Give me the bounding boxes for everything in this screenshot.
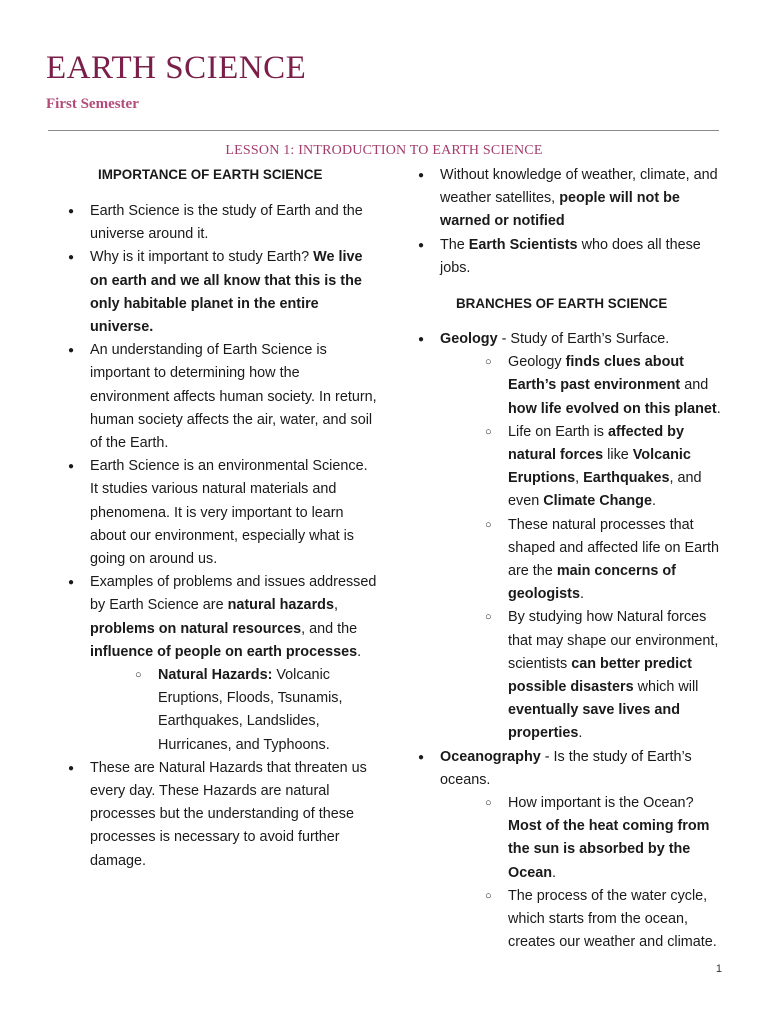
importance-list [68, 200, 378, 873]
sub-list-item [485, 351, 730, 421]
left-column [68, 165, 378, 873]
item-text: The process of the water cycle, which starts from the ocean, creates our weather and climate. [508, 887, 717, 951]
item-text: . [651, 493, 656, 510]
item-text: These are Natural Hazards that threaten us every day. These Hazards are natural processes but the understanding of these processes is necessary to avoid further damage. [90, 759, 367, 869]
item-text: - Study of Earth’s Surface. [497, 331, 670, 348]
circle-bullet-icon: ○ [485, 611, 492, 624]
item-bold-text: eventually save lives and properties [508, 702, 680, 742]
section-heading-branches: BRANCHES OF EARTH SCIENCE [456, 296, 668, 312]
item-text: Without knowledge of weather, climate, and weather satellites, [440, 167, 718, 207]
sub-list-item [485, 421, 730, 514]
circle-bullet-icon: ○ [485, 797, 492, 810]
sub-list [485, 792, 730, 954]
item-text: . [357, 643, 362, 660]
circle-bullet-icon: ○ [485, 356, 492, 369]
item-text: How important is the Ocean? [508, 795, 694, 812]
list-item [68, 757, 378, 873]
item-bold-text: how life evolved on this planet [508, 400, 717, 417]
item-text: which will [633, 679, 699, 696]
item-text: Examples of problems and issues addressed by Earth Science are [90, 574, 377, 614]
section-heading-importance: IMPORTANCE OF EARTH SCIENCE [98, 167, 323, 182]
item-bold-text: finds clues about Earth’s past environment [508, 354, 684, 394]
item-bold-text: Earthquakes [583, 470, 670, 487]
item-bold-text: people will not be warned or notified [440, 190, 680, 230]
item-text: Earth Science is an environmental Science. It studies various natural materials and phenomena. It is very important to learn about our environment, especially what is going on around us. [90, 458, 368, 568]
item-bold-text: Volcanic Eruptions [508, 447, 691, 487]
document-title: EARTH SCIENCE [46, 50, 307, 86]
item-bold-text: Natural Hazards: [158, 667, 273, 684]
item-text: An understanding of Earth Science is important to determining how the environment affects human society. In return, human society affects the air, water, and soil of the Earth. [90, 342, 377, 452]
list-item-oceanography [418, 746, 730, 955]
sub-list-item [135, 664, 378, 757]
item-text: Geology [508, 354, 566, 371]
bullet-icon: ● [68, 762, 75, 774]
bullet-icon: ● [68, 345, 75, 357]
circle-bullet-icon: ○ [135, 669, 142, 682]
item-text: . [552, 864, 556, 881]
bullet-icon: ● [68, 577, 75, 589]
item-text: . [578, 725, 583, 742]
continued-list [418, 164, 730, 280]
sub-list-item [485, 606, 730, 745]
right-column [418, 164, 730, 955]
item-text: , [575, 470, 584, 487]
page-number: 1 [715, 963, 722, 975]
item-bold-text: Earth Scientists [468, 236, 578, 253]
item-text: like [603, 447, 633, 464]
bullet-icon: ● [68, 252, 75, 264]
bullet-icon: ● [418, 334, 425, 346]
list-item [418, 164, 730, 234]
item-text: These natural processes that shaped and affected life on Earth are the [508, 516, 719, 580]
document-subtitle: First Semester [46, 96, 139, 112]
list-item [68, 455, 378, 571]
list-item [418, 234, 730, 280]
bullet-icon: ● [68, 206, 75, 217]
item-text: , and even [508, 470, 702, 510]
item-text: By studying how Natural forces that may shape our environment, scientists [508, 609, 719, 672]
item-text: Volcanic Eruptions, Floods, Tsunamis, Earthquakes, Landslides, Hurricanes, and Typhoons. [158, 667, 343, 753]
branches-list [418, 328, 730, 954]
item-bold-text: natural hazards [227, 597, 334, 614]
list-item [68, 200, 378, 246]
item-bold-text: main concerns of geologists [508, 563, 676, 603]
bullet-icon: ● [418, 170, 425, 181]
item-bold-text: affected by natural forces [508, 423, 684, 464]
item-text: . [579, 586, 584, 603]
item-bold-text: Oceanography [440, 748, 541, 765]
sub-list [135, 664, 378, 757]
item-bold-text: influence of people on earth processes [90, 643, 358, 660]
list-item [68, 571, 378, 757]
sub-list-item [485, 792, 730, 885]
list-item [68, 339, 378, 455]
list-item-geology [418, 328, 730, 746]
item-bold-text: Geology [440, 331, 498, 348]
item-text: Life on Earth is [508, 423, 608, 440]
item-text: Earth Science is the study of Earth and the universe around it. [90, 203, 363, 243]
item-text: who does all these jobs. [440, 236, 701, 276]
circle-bullet-icon: ○ [485, 425, 492, 438]
list-item [68, 246, 378, 339]
item-text: The [440, 236, 469, 253]
sub-list [485, 351, 730, 745]
item-text: , [333, 597, 338, 614]
item-bold-text: Climate Change [543, 493, 652, 510]
item-text: Why is it important to study Earth? [90, 249, 314, 266]
item-text: . [716, 400, 721, 417]
circle-bullet-icon: ○ [485, 518, 492, 531]
item-text: and [680, 377, 709, 394]
header-divider [48, 130, 719, 131]
circle-bullet-icon: ○ [485, 889, 492, 902]
sub-list-item [485, 514, 730, 607]
bullet-icon: ● [68, 461, 75, 473]
item-text: , and the [301, 620, 358, 637]
bullet-icon: ● [418, 239, 425, 251]
item-bold-text: Most of the heat coming from the sun is absorbed by the Ocean [508, 818, 710, 881]
bullet-icon: ● [418, 751, 425, 763]
item-bold-text: can better predict possible disasters [508, 655, 692, 696]
sub-list-item [485, 885, 730, 955]
item-bold-text: We live on earth and we all know that this is the only habitable planet in the entire universe. [90, 249, 363, 336]
item-bold-text: problems on natural resources [90, 620, 302, 637]
item-text: - Is the study of Earth’s oceans. [440, 748, 692, 788]
lesson-heading: LESSON 1: INTRODUCTION TO EARTH SCIENCE [225, 143, 543, 158]
